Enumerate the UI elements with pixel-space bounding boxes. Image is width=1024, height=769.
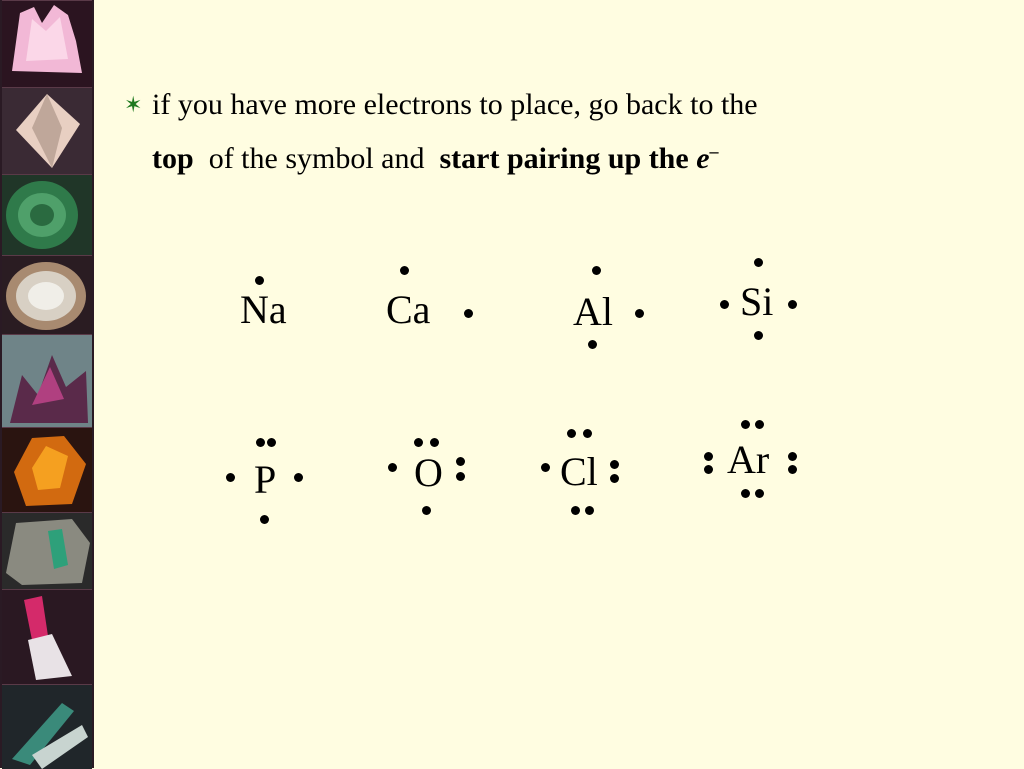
electron-dot xyxy=(583,429,592,438)
purple-crystal-image xyxy=(2,334,92,427)
electron-dot xyxy=(610,460,619,469)
element-symbol-cl: Cl xyxy=(560,449,598,494)
bullet-mid-text: of the symbol and xyxy=(208,142,425,175)
star-bullet-icon: ✶ xyxy=(124,92,143,117)
electron-dot xyxy=(592,266,601,275)
bullet-line-1: if you have more electrons to place, go back to the xyxy=(152,88,758,121)
element-symbol-ar: Ar xyxy=(727,437,770,482)
electron-dot xyxy=(464,309,473,318)
electron-dot xyxy=(755,489,764,498)
electron-dot xyxy=(567,429,576,438)
amber-gem-image xyxy=(2,427,92,512)
electron-dot xyxy=(400,266,409,275)
electron-dot xyxy=(414,438,423,447)
emerald-matrix-image xyxy=(2,512,92,589)
electron-dot xyxy=(741,420,750,429)
electron-symbol: e xyxy=(696,142,710,175)
electron-dot xyxy=(788,465,797,474)
electron-dot xyxy=(588,340,597,349)
element-symbol-p: P xyxy=(254,457,277,502)
malachite-image xyxy=(2,174,92,255)
electron-dot xyxy=(741,489,750,498)
electron-dot xyxy=(388,463,397,472)
electron-dot xyxy=(720,300,729,309)
electron-dot xyxy=(610,474,619,483)
electron-dot xyxy=(571,506,580,515)
electron-dot xyxy=(754,258,763,267)
green-crystal-image xyxy=(2,684,92,769)
electron-dot xyxy=(267,438,276,447)
mineral-photo-strip xyxy=(0,0,94,768)
electron-dot xyxy=(754,331,763,340)
electron-dot xyxy=(635,309,644,318)
electron-dot xyxy=(541,463,550,472)
clear-crystal-image xyxy=(2,87,92,174)
electron-dot xyxy=(422,506,431,515)
electron-dot xyxy=(704,452,713,461)
emphasis-pairing: start pairing up the xyxy=(439,142,689,175)
emphasis-top: top xyxy=(152,142,194,175)
element-symbol-o: O xyxy=(414,450,443,495)
element-symbol-na: Na xyxy=(240,287,287,332)
electron-dot xyxy=(585,506,594,515)
element-symbol-si: Si xyxy=(740,279,774,324)
electron-dot xyxy=(430,438,439,447)
pink-tourmaline-image xyxy=(2,589,92,684)
electron-dot xyxy=(704,465,713,474)
element-symbol-ca: Ca xyxy=(386,287,431,332)
electron-dot xyxy=(256,438,265,447)
electron-dot xyxy=(788,452,797,461)
pink-crystal-image xyxy=(2,0,92,87)
electron-dot xyxy=(456,457,465,466)
electron-dot xyxy=(255,276,264,285)
electron-dot xyxy=(456,472,465,481)
electron-dot xyxy=(226,473,235,482)
electron-dot xyxy=(755,420,764,429)
element-symbol-al: Al xyxy=(573,289,613,334)
electron-superscript: – xyxy=(709,141,719,161)
electron-dot xyxy=(788,300,797,309)
bullet-point xyxy=(124,82,988,182)
agate-image xyxy=(2,255,92,334)
electron-dot xyxy=(294,473,303,482)
electron-dot xyxy=(260,515,269,524)
